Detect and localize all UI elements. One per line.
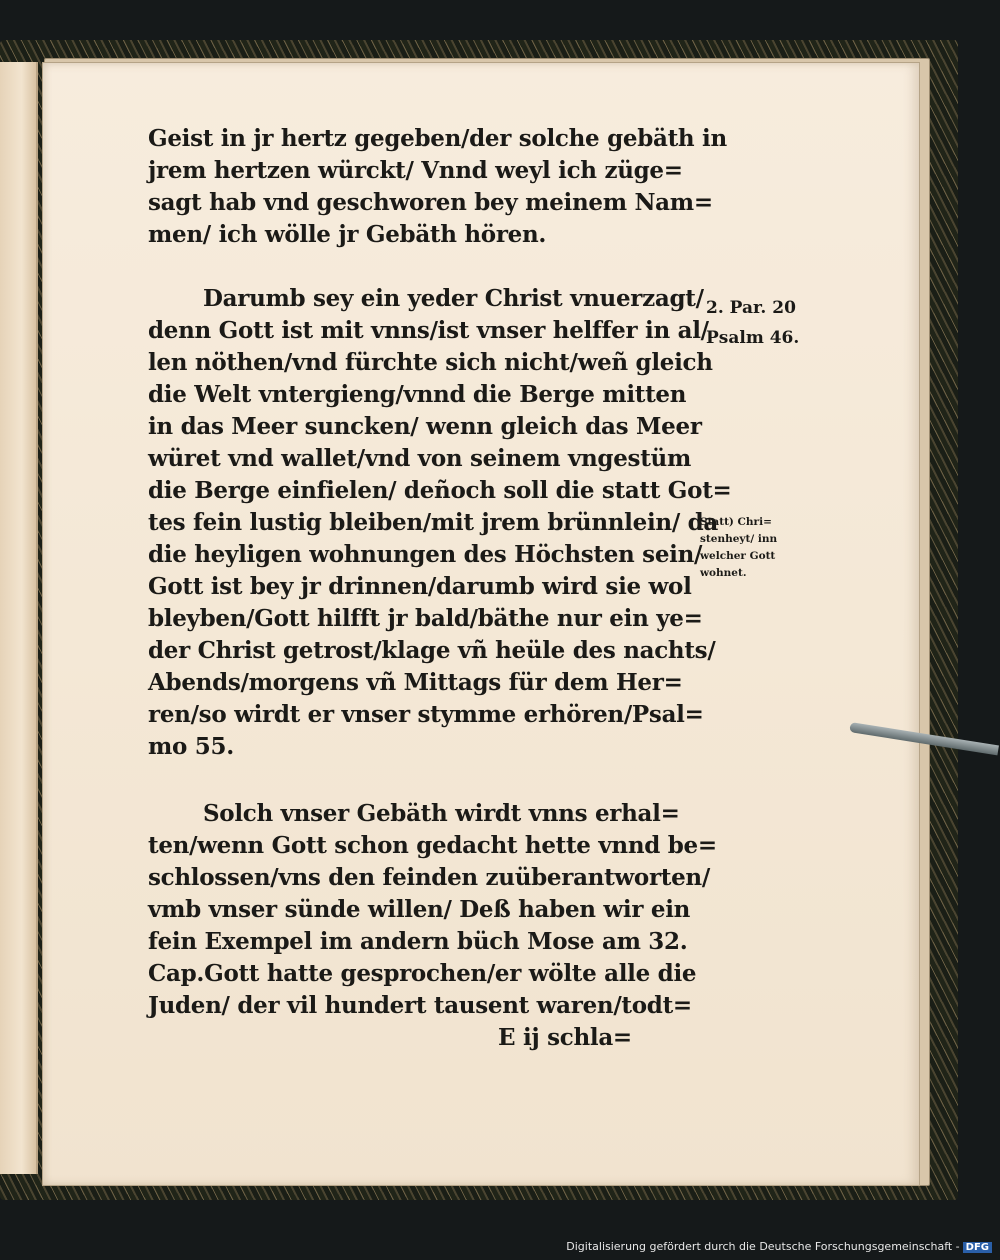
text-line: tes fein lustig bleiben/mit jrem brünnlein/ da [148, 509, 719, 536]
dfg-logo: DFG [963, 1242, 992, 1253]
catchword-line: E ij schla= [498, 1024, 632, 1051]
text-line: denn Gott ist mit vnns/ist vnser helffer in al/ [148, 317, 709, 344]
text-line: die heyligen wohnungen des Höchsten sein/ [148, 541, 703, 568]
text-line: die Berge einfielen/ deñoch soll die statt Got= [148, 477, 732, 504]
text-line: vmb vnser sünde willen/ Deß haben wir ein [148, 896, 691, 923]
text-line: len nöthen/vnd fürchte sich nicht/weñ gleich [148, 349, 713, 376]
text-line: ren/so wirdt er vnser stymme erhören/Psal= [148, 701, 704, 728]
text-line: bleyben/Gott hilfft jr bald/bäthe nur ein ye= [148, 605, 703, 632]
text-line: die Welt vntergieng/vnnd die Berge mitten [148, 381, 687, 408]
margin-reference: Psalm 46. [706, 328, 800, 348]
text-line: Darumb sey ein yeder Christ vnuerzagt/ [203, 285, 704, 312]
margin-gloss-line: stenheyt/ inn [700, 533, 778, 545]
text-line: Solch vnser Gebäth wirdt vnns erhal= [203, 800, 680, 827]
text-line: ten/wenn Gott schon gedacht hette vnnd be= [148, 832, 717, 859]
text-line: schlossen/vns den feinden zuüberantworten/ [148, 864, 710, 891]
text-line: Cap.Gott hatte gesprochen/er wölte alle die [148, 960, 697, 987]
margin-gloss-line: welcher Gott [700, 550, 776, 562]
digitization-credit [566, 1240, 992, 1253]
text-line: fein Exempel im andern büch Mose am 32. [148, 928, 688, 955]
margin-gloss-line: wohnet. [700, 567, 747, 579]
text-line: in das Meer suncken/ wenn gleich das Meer [148, 413, 702, 440]
text-line: der Christ getrost/klage vñ heüle des nachts/ [148, 637, 716, 664]
margin-gloss-line: Statt) Chri= [700, 516, 772, 528]
margin-reference: 2. Par. 20 [706, 298, 796, 318]
text-line: Gott ist bey jr drinnen/darumb wird sie wol [148, 573, 692, 600]
text-line: mo 55. [148, 733, 234, 760]
text-line: Geist in jr hertz gegeben/der solche gebäth in [148, 125, 727, 152]
text-line: Abends/morgens vñ Mittags für dem Her= [148, 669, 683, 696]
credit-text: Digitalisierung gefördert durch die Deutsche Forschungsgemeinschaft - [566, 1240, 960, 1253]
text-line: jrem hertzen würckt/ Vnnd weyl ich züge= [148, 157, 683, 184]
text-line: würet vnd wallet/vnd von seinem vngestüm [148, 445, 691, 472]
text-line: Juden/ der vil hundert tausent waren/todt= [148, 992, 692, 1019]
text-line: men/ ich wölle jr Gebäth hören. [148, 221, 547, 248]
text-line: sagt hab vnd geschworen bey meinem Nam= [148, 189, 713, 216]
facing-page-edge [0, 62, 38, 1174]
